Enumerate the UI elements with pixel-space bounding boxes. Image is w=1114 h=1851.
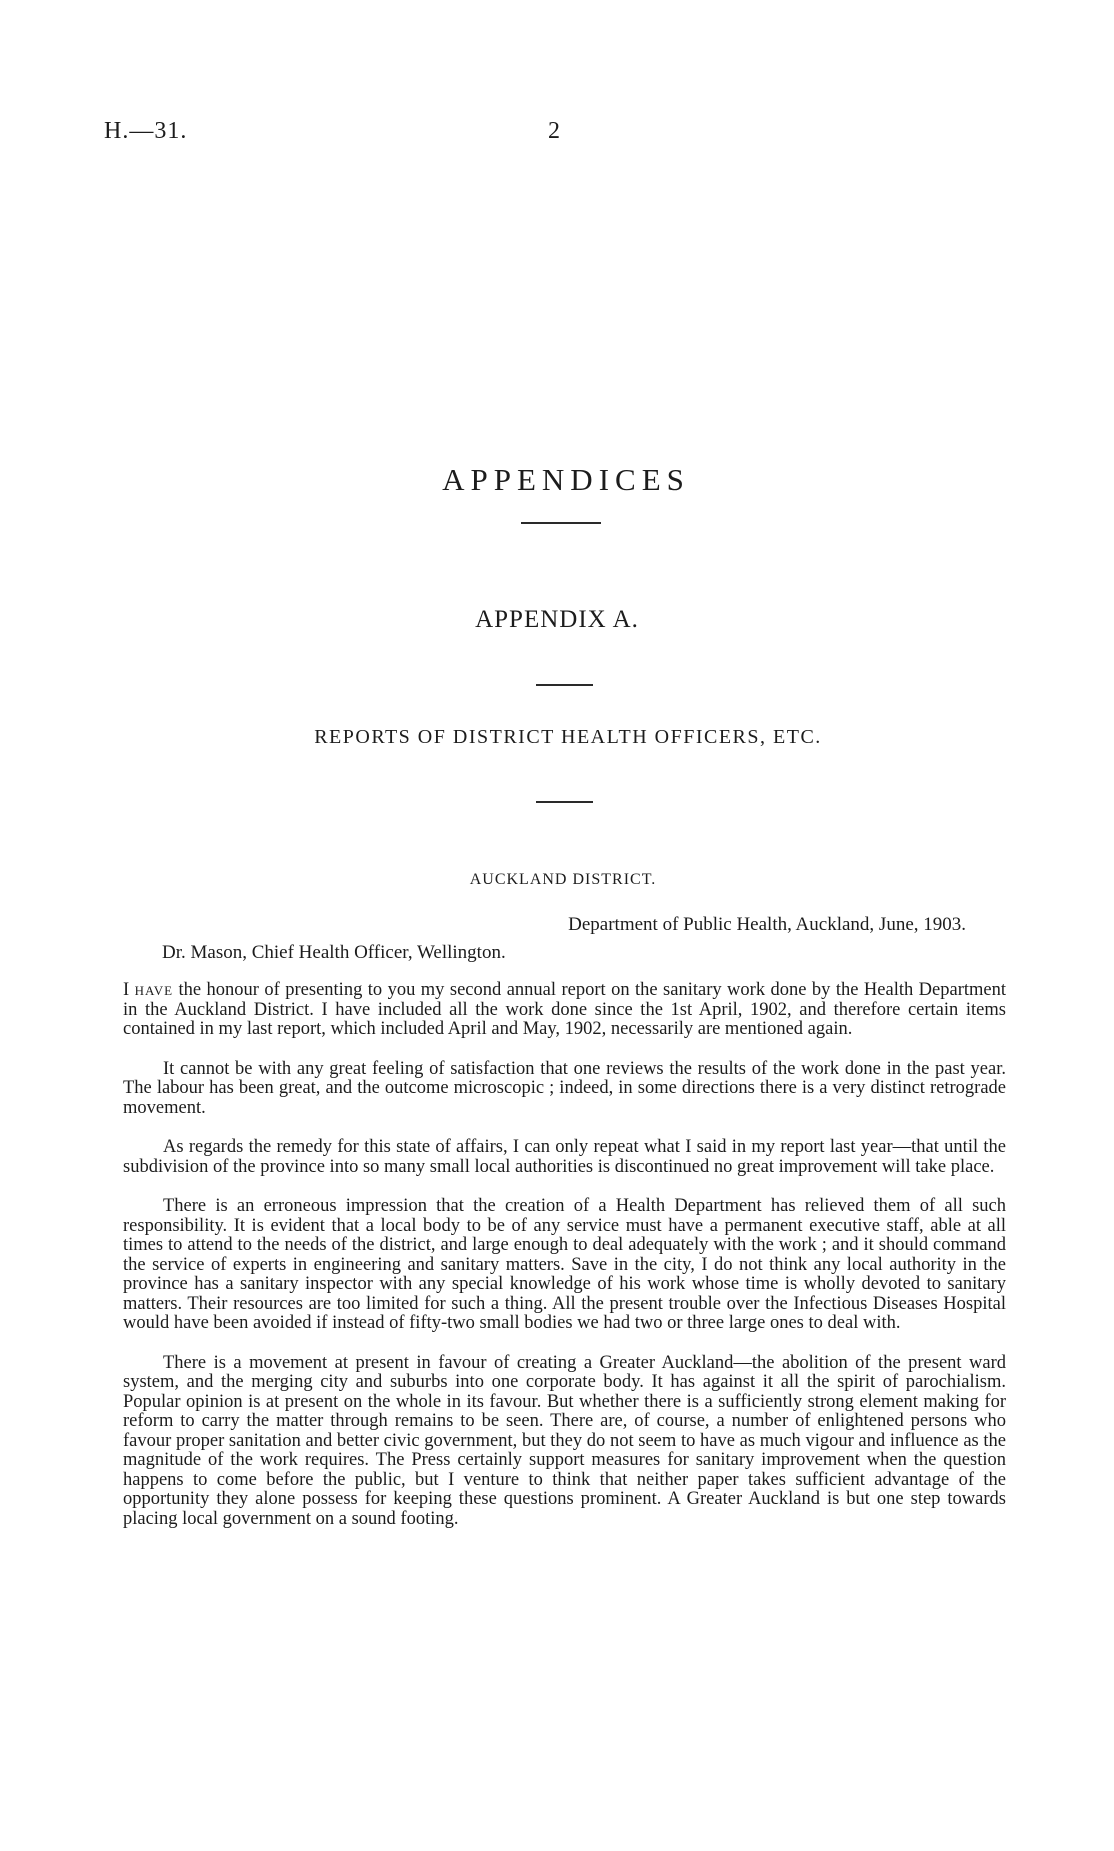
lead-smallcaps: HAVE <box>134 983 174 998</box>
paragraph-5: There is a movement at present in favour of creating a Greater Auckland—the abolition of the present ward system, and the merging city and suburbs into one corporate body. It has against it all the spirit of parochialism. Popular opinion is at present on the whole in its favour. But whether there is a sufficiently strong element making for reform to carry the matter through remains to be seen. There are, of course, a number of enlightened persons who favour proper sanitation and better civic government, but they do not seem to have as much vigour and influence as the magnitude of the work requires. The Press certainly support measures for sanitary improvement when the question happens to come before the public, but I venture to think that neither paper takes sufficient advantage of the opportunity they alone possess for keeping these questions prominent. A Greater Auckland is but one step towards placing local government on a sound footing. <box>123 1352 1006 1529</box>
paragraph-1 <box>123 981 1006 1040</box>
letter-dateline: Department of Public Health, Auckland, June, 1903. <box>568 914 966 935</box>
page-number: 2 <box>548 118 560 144</box>
district-heading: AUCKLAND DISTRICT. <box>469 871 657 888</box>
divider-rule <box>521 522 601 524</box>
divider-rule <box>536 684 593 686</box>
paragraph-1-text: the honour of presenting to you my second annual report on the sanitary work done by the Health Department in the Auckland District. I have included all the work done since the 1st April, 1902, and therefore certain items contained in my last report, which included April and May, 1902, necessarily are mentioned again. <box>123 980 1006 1039</box>
paragraph-4: There is an erroneous impression that the creation of a Health Department has relieved them of all such responsibility. It is evident that a local body to be of any service must have a permanent executive staff, able at all times to attend to the needs of the district, and large enough to deal adequately with the work ; and it should command the service of experts in engineering and sanitary matters. Save in the city, I do not think any local authority in the province has a sanitary inspector with any special knowledge of his work whose time is wholly devoted to sanitary matters. Their resources are too limited for such a thing. All the present trouble over the Infectious Diseases Hospital would have been avoided if instead of fifty-two small bodies we had two or three large ones to deal with. <box>123 1196 1006 1333</box>
paragraph-3: As regards the remedy for this state of affairs, I can only repeat what I said in my report last year—that until the subdivision of the province into so many small local authorities is discontinued no great improvement will take place. <box>123 1137 1006 1177</box>
appendices-title: APPENDICES <box>442 462 690 497</box>
section-heading: REPORTS OF DISTRICT HEALTH OFFICERS, ETC. <box>314 726 822 748</box>
appendix-heading: APPENDIX A. <box>475 606 639 633</box>
letter-addressee: Dr. Mason, Chief Health Officer, Wellington. <box>162 942 506 963</box>
paragraph-2: It cannot be with any great feeling of satisfaction that one reviews the results of the work done in the past year. The labour has been great, and the outcome microscopic ; indeed, in some directions there is a very distinct retrograde movement. <box>123 1058 1006 1118</box>
report-body <box>123 981 1006 1549</box>
divider-rule <box>536 801 593 803</box>
lead-word: I <box>123 980 130 1000</box>
document-reference: H.—31. <box>104 118 188 144</box>
